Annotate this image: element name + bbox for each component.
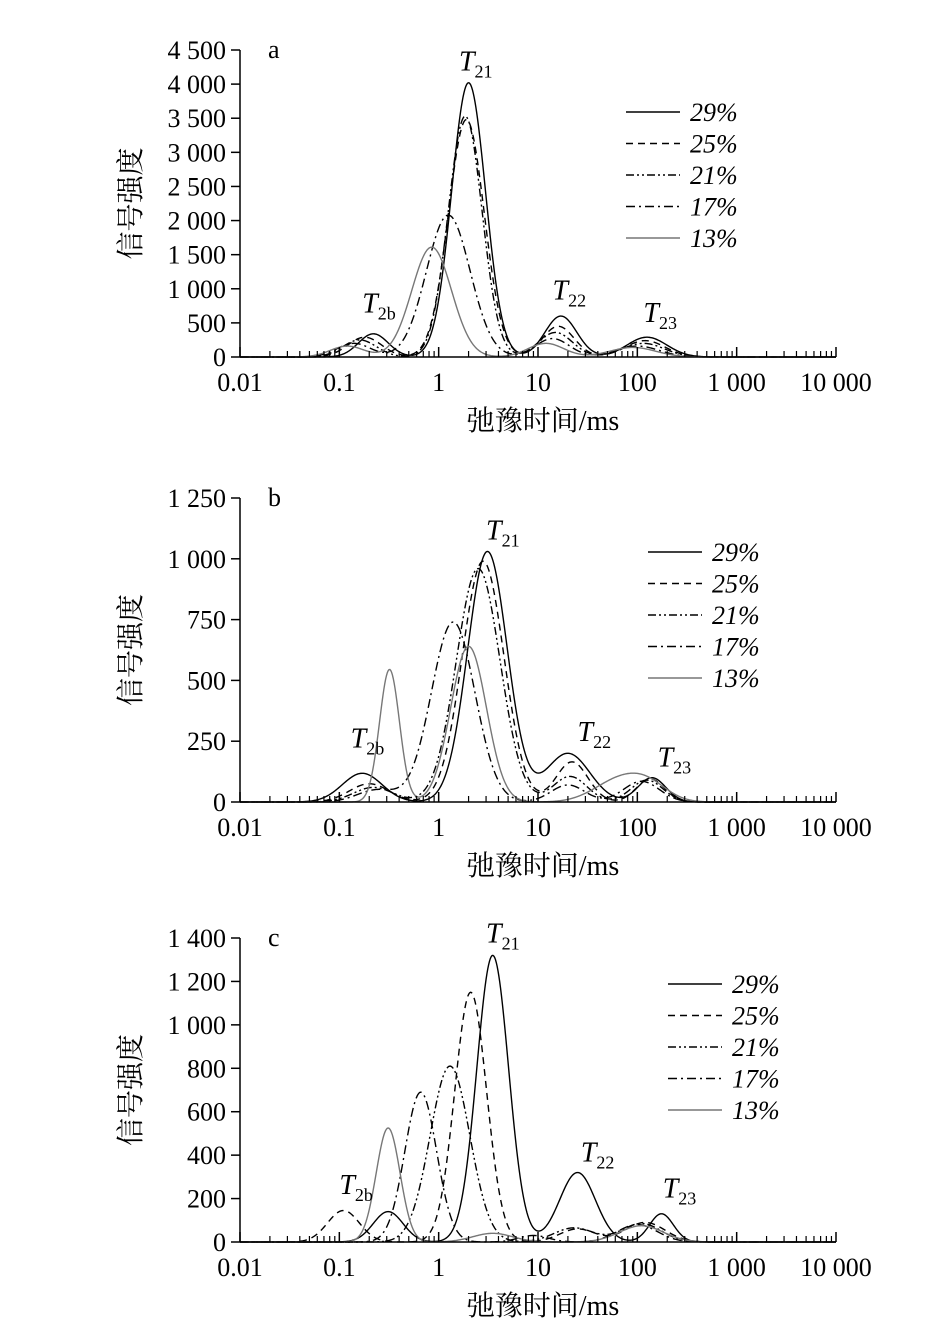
x-tick-label: 10 [525, 1253, 551, 1282]
legend-label: 25% [732, 1001, 780, 1031]
x-tick-label: 0.01 [217, 1253, 263, 1282]
y-tick-label: 2 500 [167, 172, 226, 202]
y-tick-label: 3 000 [167, 138, 226, 168]
x-axis-title: 弛豫时间/ms [466, 406, 620, 437]
series-line-29pct [240, 83, 836, 357]
x-tick-label: 100 [617, 813, 657, 842]
y-tick-label: 1 500 [167, 240, 226, 270]
legend-label: 17% [732, 1064, 780, 1094]
y-tick-label: 0 [213, 1228, 226, 1257]
y-tick-label: 0 [213, 788, 226, 817]
x-tick-label: 100 [617, 368, 657, 397]
y-tick-label: 0 [213, 343, 226, 372]
y-tick-label: 400 [187, 1141, 226, 1171]
x-tick-label: 1 [432, 368, 446, 397]
series-line-13pct [240, 1128, 836, 1242]
panel-label: b [268, 483, 281, 512]
peak-label-T23: $T_{23}$ [657, 742, 692, 778]
peak-label-T22: $T_{22}$ [552, 275, 587, 311]
y-tick-label: 500 [187, 666, 226, 696]
series-line-21pct [240, 116, 836, 357]
y-tick-label: 2 000 [167, 206, 226, 236]
x-tick-label: 10 000 [800, 813, 872, 842]
legend-label: 25% [690, 129, 738, 159]
peak-label-T22: $T_{22}$ [580, 1137, 615, 1173]
y-tick-label: 1 000 [167, 544, 226, 574]
legend-label: 17% [712, 632, 760, 662]
series-line-17pct [240, 215, 836, 357]
y-tick-label: 4 000 [167, 70, 226, 100]
legend-label: 13% [712, 664, 760, 693]
y-tick-label: 200 [187, 1184, 226, 1214]
x-tick-label: 1 000 [707, 368, 766, 397]
y-axis-title: 信号强度 [116, 147, 147, 260]
x-tick-label: 10 [525, 368, 551, 397]
y-axis-title: 信号强度 [116, 593, 147, 707]
panel-label: a [268, 35, 280, 64]
legend-label: 13% [732, 1096, 780, 1125]
legend-label: 21% [732, 1033, 780, 1062]
peak-label-T23: $T_{23}$ [643, 298, 677, 334]
y-axis-title: 信号强度 [116, 1033, 147, 1147]
series-line-13pct [240, 247, 836, 357]
y-tick-label: 3 500 [167, 104, 226, 134]
peak-label-T2b: $T_{2b}$ [362, 288, 396, 324]
peak-label-T22: $T_{22}$ [577, 717, 612, 753]
y-tick-label: 1 250 [167, 484, 226, 513]
peak-label-T2b: $T_{2b}$ [350, 723, 385, 759]
x-tick-label: 10 [525, 813, 551, 842]
y-tick-label: 500 [187, 308, 226, 338]
y-tick-label: 1 000 [167, 274, 226, 304]
legend-label: 25% [712, 569, 760, 599]
y-tick-label: 600 [187, 1097, 226, 1127]
y-tick-label: 1 400 [167, 924, 226, 953]
x-tick-label: 10 000 [800, 368, 872, 397]
legend-label: 29% [712, 538, 760, 567]
x-tick-label: 1 000 [707, 813, 766, 842]
peak-label-T2b: $T_{2b}$ [339, 1170, 373, 1206]
x-tick-label: 0.01 [217, 813, 263, 842]
x-axis-title: 弛豫时间/ms [466, 1291, 620, 1322]
legend-label: 21% [690, 161, 738, 190]
x-tick-label: 0.1 [323, 813, 356, 842]
legend-label: 17% [690, 192, 738, 222]
y-tick-label: 1 000 [167, 1010, 226, 1040]
legend-label: 29% [732, 970, 780, 999]
chart-panel-c [115, 918, 872, 1322]
y-tick-label: 4 500 [167, 36, 226, 65]
peak-label-T21: $T_{21}$ [458, 46, 493, 82]
chart-panel-b [115, 483, 872, 882]
x-tick-label: 1 000 [707, 1253, 766, 1282]
x-tick-label: 100 [617, 1253, 657, 1282]
x-tick-label: 1 [432, 1253, 446, 1282]
y-tick-label: 800 [187, 1054, 226, 1084]
peak-label-T21: $T_{21}$ [486, 918, 520, 954]
legend-label: 29% [690, 98, 738, 127]
legend-label: 21% [712, 601, 760, 630]
y-tick-label: 1 200 [167, 967, 226, 997]
series-line-25pct [240, 120, 836, 357]
legend-label: 13% [690, 224, 738, 253]
x-axis-title: 弛豫时间/ms [466, 851, 620, 882]
chart-panel-a [115, 35, 872, 437]
x-tick-label: 10 000 [800, 1253, 872, 1282]
peak-label-T21: $T_{21}$ [486, 515, 520, 551]
peak-label-T23: $T_{23}$ [662, 1173, 697, 1209]
x-tick-label: 1 [432, 813, 446, 842]
y-tick-label: 250 [187, 727, 226, 757]
y-tick-label: 750 [187, 605, 226, 635]
x-tick-label: 0.01 [217, 368, 263, 397]
panel-label: c [268, 923, 280, 952]
x-tick-label: 0.1 [323, 368, 356, 397]
x-tick-label: 0.1 [323, 1253, 356, 1282]
